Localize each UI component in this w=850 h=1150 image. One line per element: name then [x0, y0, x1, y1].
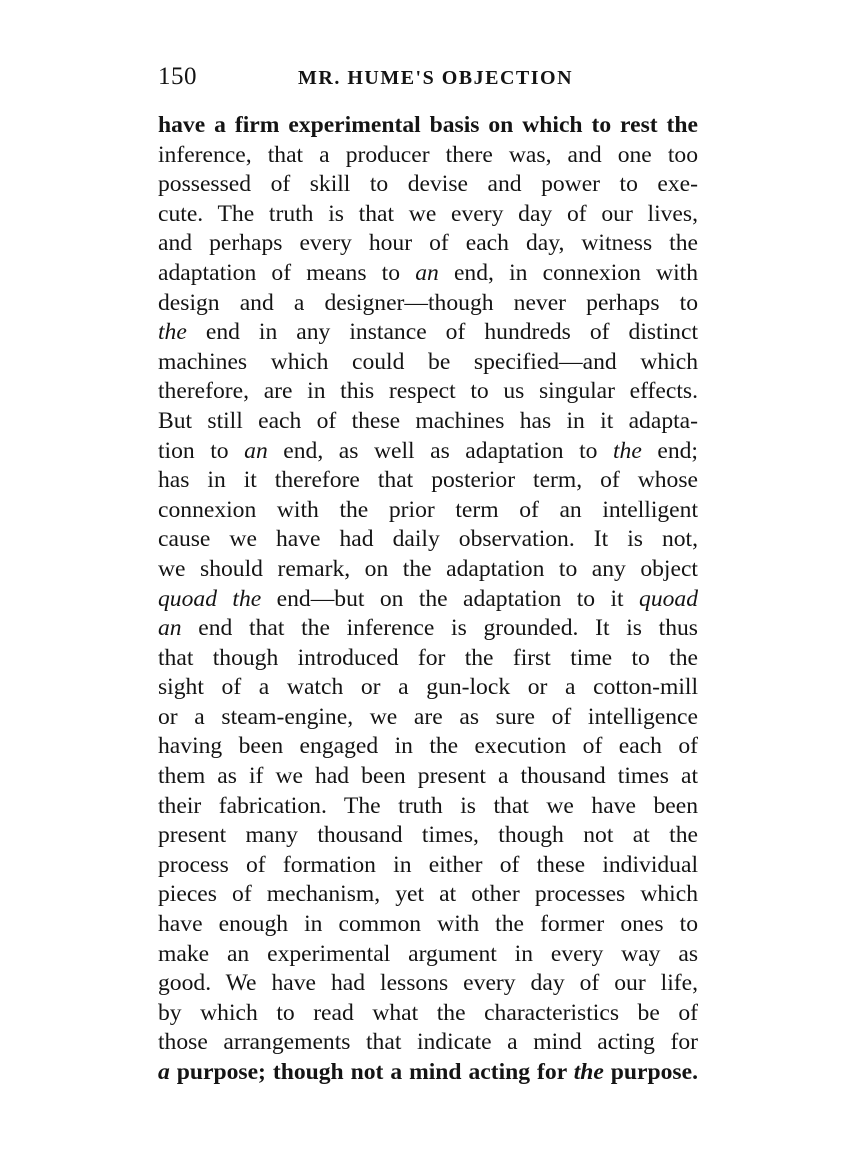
text-line: those arrangements that indicate a mind acting for	[158, 1029, 698, 1056]
text-line: cause we have had daily observation. It is not,	[158, 526, 698, 553]
text-line: we should remark, on the adaptation to any object	[158, 555, 698, 582]
text-line: cute. The truth is that we every day of our lives,	[158, 200, 698, 227]
text-line: process of formation in either of these individual	[158, 851, 698, 878]
text-line: quoad the end—but on the adaptation to it quoad	[158, 585, 698, 612]
text-line: present many thousand times, though not at the	[158, 822, 698, 849]
text-line: have enough in common with the former ones to	[158, 911, 698, 938]
body-text	[158, 111, 698, 1088]
text-line: connexion with the prior term of an intelligent	[158, 496, 698, 523]
page-header	[158, 62, 698, 92]
text-line: an end that the inference is grounded. It is thus	[158, 615, 698, 642]
text-line: having been engaged in the execution of each of	[158, 733, 698, 760]
text-line: machines which could be specified—and which	[158, 348, 698, 375]
text-line: good. We have had lessons every day of our life,	[158, 970, 698, 997]
text-line: design and a designer—though never perhaps to	[158, 289, 698, 316]
text-line: make an experimental argument in every way as	[158, 940, 698, 967]
text-line: them as if we had been present a thousand times at	[158, 763, 698, 790]
text-line: that though introduced for the first time to the	[158, 644, 698, 671]
text-line: adaptation of means to an end, in connexion with	[158, 259, 698, 286]
text-line: tion to an end, as well as adaptation to the end;	[158, 437, 698, 464]
text-line: their fabrication. The truth is that we have been	[158, 792, 698, 819]
text-line: by which to read what the characteristics be of	[158, 999, 698, 1026]
text-line: a purpose; though not a mind acting for the purpose.	[158, 1059, 698, 1085]
text-line: sight of a watch or a gun-lock or a cotton-mill	[158, 674, 698, 701]
text-line: or a steam-engine, we are as sure of intelligence	[158, 703, 698, 730]
text-line: therefore, are in this respect to us singular effects.	[158, 378, 698, 405]
text-line: pieces of mechanism, yet at other processes which	[158, 881, 698, 908]
page-number: 150	[158, 63, 197, 90]
text-line: the end in any instance of hundreds of distinct	[158, 319, 698, 346]
running-head: MR. HUME'S OBJECTION	[298, 67, 574, 89]
text-line: But still each of these machines has in it adapta-	[158, 407, 698, 434]
text-line: have a firm experimental basis on which to rest the	[158, 112, 698, 138]
text-line: and perhaps every hour of each day, witness the	[158, 230, 698, 257]
text-line: possessed of skill to devise and power to exe-	[158, 171, 698, 198]
text-line: has in it therefore that posterior term, of whose	[158, 467, 698, 494]
text-line: inference, that a producer there was, and one too	[158, 141, 698, 168]
